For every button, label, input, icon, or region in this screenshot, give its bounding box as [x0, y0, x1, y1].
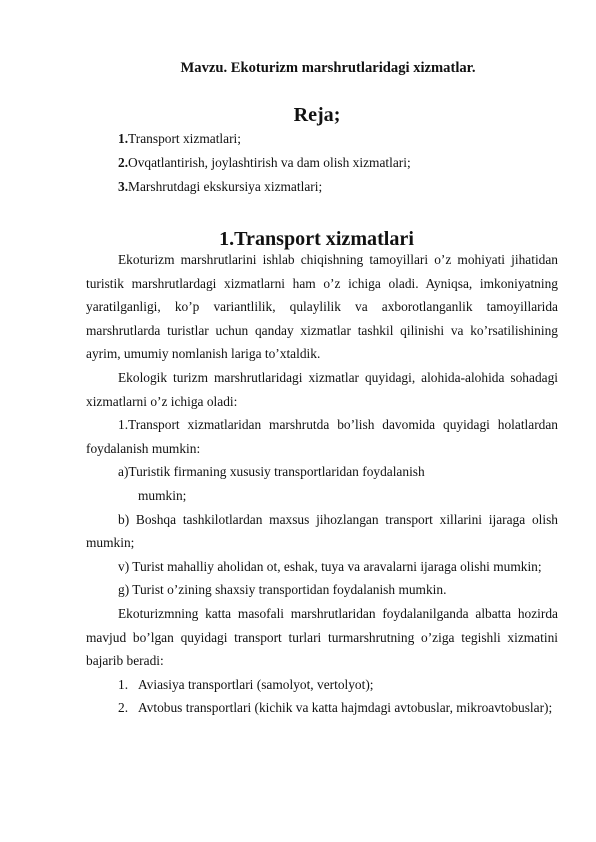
transport-list: [86, 673, 558, 720]
plan-item-number: 2.: [118, 155, 129, 170]
paragraph: Ekoturizm marshrutlarini ishlab chiqishning tamoyillari o’z mohiyati jihatidan turistik marshrutlardagi xizmatlarni ham o’z ichiga oladi. Ayniqsa, imkoniyatning yaratilganligi, ko’p variantlilik, qulaylilik va axborotlanganlik tamoyillarida marshrutlarda turistlar uchun qanday xizmatlar tashkil qilinishi va ko’rsatilishining ayrim, umumiy nomlanish lariga to’xtaldik.: [86, 252, 558, 362]
list-item-number: 2.: [118, 700, 129, 716]
plan-item-text: Marshrutdagi ekskursiya xizmatlari;: [128, 179, 323, 194]
plan-item: [118, 155, 411, 171]
paragraph: 1.Transport xizmatlaridan marshrutda bo’lish davomida quyidagi holatlardan foydalanish mumkin:: [86, 417, 558, 456]
list-item-text: Avtobus transportlari (kichik va katta hajmdagi avtobuslar, mikroavtobuslar);: [138, 700, 553, 716]
document-title: Mavzu. Ekoturizm marshrutlaridagi xizmatlar.: [180, 60, 476, 76]
list-item: [86, 673, 558, 697]
section-heading: 1.Transport xizmatlari: [219, 228, 414, 250]
plan-item-number: 3.: [118, 179, 129, 194]
option-a-line2: mumkin;: [138, 487, 187, 503]
list-item: [86, 696, 558, 720]
list-item-text: Aviasiya transportlari (samolyot, vertolyot);: [138, 676, 374, 692]
paragraph: Ekoturizmning katta masofali marshrutlaridan foydalanilganda albatta hozirda mavjud bo’lgan quyidagi transport turlari turmarshrutning o’ziga tegishli xizmatini bajarib beradi:: [86, 605, 558, 669]
plan-heading: Reja;: [293, 104, 341, 126]
plan-item: [118, 179, 322, 195]
option-v: v) Turist mahalliy aholidan ot, eshak, tuya va aravalarni ijaraga olishi mumkin;: [118, 558, 542, 574]
plan-item: [118, 131, 241, 147]
section-body: [86, 248, 558, 720]
paragraph: Ekologik turizm marshrutlaridagi xizmatlar quyidagi, alohida-alohida sohadagi xizmatlarni o’z ichiga oladi:: [86, 369, 558, 409]
option-a-line1: a)Turistik firmaning xususiy transportlaridan foydalanish: [118, 464, 425, 480]
plan-item-text: Transport xizmatlari;: [128, 131, 241, 146]
option-b: b) Boshqa tashkilotlardan maxsus jihozlangan transport xillarini ijaraga olish mumkin;: [86, 511, 558, 551]
plan-item-number: 1.: [118, 131, 129, 146]
plan-item-text: Ovqatlantirish, joylashtirish va dam olish xizmatlari;: [128, 155, 411, 170]
option-g: g) Turist o’zining shaxsiy transportidan foydalanish mumkin.: [118, 582, 447, 598]
list-item-number: 1.: [118, 676, 129, 692]
